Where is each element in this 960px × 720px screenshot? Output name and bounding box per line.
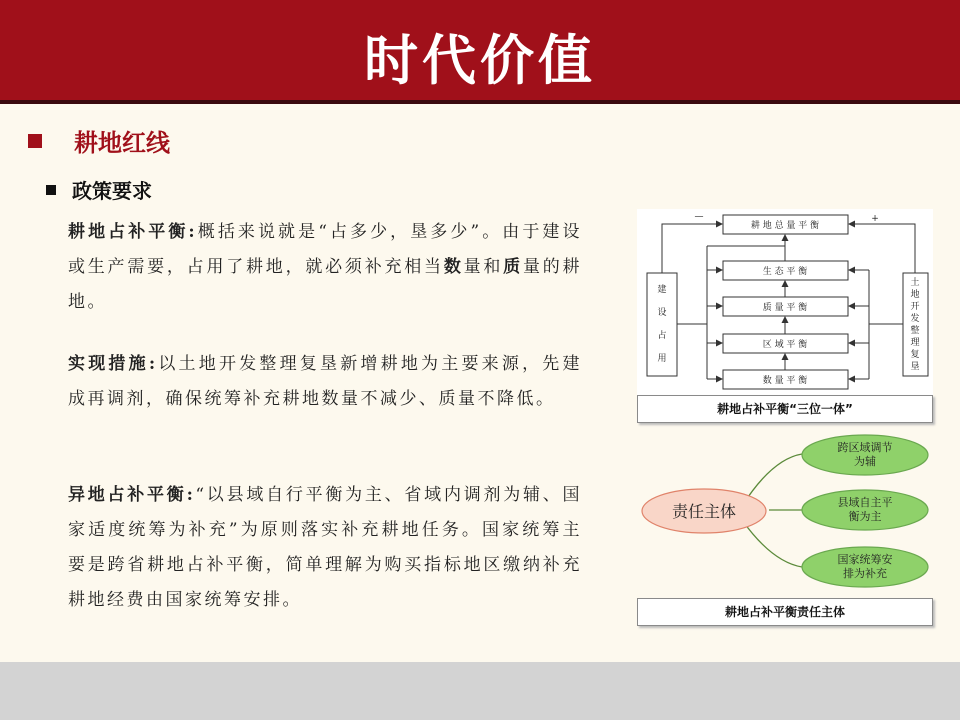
emphasis-text: 质 bbox=[503, 257, 523, 277]
branch-label: 排为补充 bbox=[843, 567, 887, 580]
paragraph-remote-balance bbox=[68, 478, 582, 618]
subsection-heading bbox=[46, 175, 152, 204]
land-dev-char: 整 bbox=[910, 326, 920, 336]
branch-label: 衡为主 bbox=[848, 510, 882, 523]
level-label: 数 量 平 衡 bbox=[762, 376, 808, 386]
land-dev-char: 发 bbox=[910, 314, 920, 324]
land-dev-box bbox=[903, 273, 928, 376]
branch-label: 为辅 bbox=[854, 455, 876, 468]
square-bullet-icon bbox=[46, 185, 56, 195]
land-dev-char: 地 bbox=[910, 290, 920, 300]
footer-bar bbox=[0, 662, 960, 720]
responsibility-diagram bbox=[637, 434, 933, 592]
paragraph-body: 以土地开发整理复垦新增耕地为主要来源，先建成再调剂，确保统筹补充耕地数量不减少、质量不降低。 bbox=[68, 354, 583, 409]
construction-char: 建 bbox=[657, 285, 667, 295]
land-dev-char: 土 bbox=[910, 278, 920, 288]
paragraph-measures bbox=[68, 347, 582, 417]
paragraph-label: 实现措施 bbox=[68, 354, 149, 374]
subsection-title: 政策要求 bbox=[72, 179, 152, 203]
level-label: 区 域 平 衡 bbox=[762, 340, 808, 350]
paragraph-body: 量的耕地。 bbox=[68, 257, 583, 312]
branch-label: 县域自主平 bbox=[837, 496, 893, 509]
label-separator: : bbox=[186, 485, 196, 505]
total-balance-label: 耕 地 总 量 平 衡 bbox=[750, 221, 820, 231]
branch-connector bbox=[742, 520, 802, 567]
branch-label: 跨区域调节 bbox=[837, 441, 893, 454]
diagram2-caption: 耕地占补平衡责任主体 bbox=[637, 598, 933, 626]
land-dev-char: 理 bbox=[910, 338, 920, 348]
land-dev-char: 开 bbox=[910, 302, 920, 312]
paragraph-label: 耕地占补平衡 bbox=[68, 222, 189, 242]
diagram1-caption: 耕地占补平衡“三位一体” bbox=[637, 395, 933, 423]
level-label: 生 态 平 衡 bbox=[762, 267, 808, 277]
responsibility-diagram-svg bbox=[637, 434, 933, 592]
paragraph-balance bbox=[68, 215, 582, 320]
paragraph-label: 异地占补平衡 bbox=[68, 485, 187, 505]
section-title: 耕地红线 bbox=[74, 129, 170, 157]
land-dev-char: 复 bbox=[910, 350, 920, 360]
construction-char: 占 bbox=[657, 331, 667, 341]
title-bar bbox=[0, 0, 960, 104]
level-label: 质 量 平 衡 bbox=[762, 303, 808, 313]
construction-char: 设 bbox=[657, 308, 667, 318]
land-dev-char: 垦 bbox=[910, 362, 920, 372]
plus-sign: + bbox=[871, 214, 879, 224]
paragraph-body: 概括来说就是“占多少，垦多少”。由于建设或生产需要，占用了耕地，就必须补充相当 bbox=[68, 222, 582, 277]
emphasis-text: 数 bbox=[443, 257, 464, 277]
square-bullet-icon bbox=[28, 134, 42, 148]
responsibility-label: 责任主体 bbox=[671, 502, 737, 521]
balance-diagram-svg bbox=[637, 209, 933, 395]
label-separator: : bbox=[148, 354, 158, 374]
construction-char: 用 bbox=[657, 354, 667, 364]
branch-label: 国家统筹安 bbox=[837, 553, 893, 566]
section-heading bbox=[28, 123, 170, 158]
balance-diagram bbox=[637, 209, 933, 395]
page-title: 时代价值 bbox=[364, 29, 596, 92]
minus-sign: — bbox=[694, 212, 704, 222]
paragraph-body: 量和 bbox=[463, 257, 504, 277]
paragraph-body: “以县域自行平衡为主、省域内调剂为辅、国家适度统筹为补充”为原则落实补充耕地任务。国家统筹主要是跨省耕地占补平衡，简单理解为购买指标地区缴纳补充耕地经费由国家统筹安排。 bbox=[68, 485, 583, 610]
label-separator: : bbox=[188, 222, 198, 242]
